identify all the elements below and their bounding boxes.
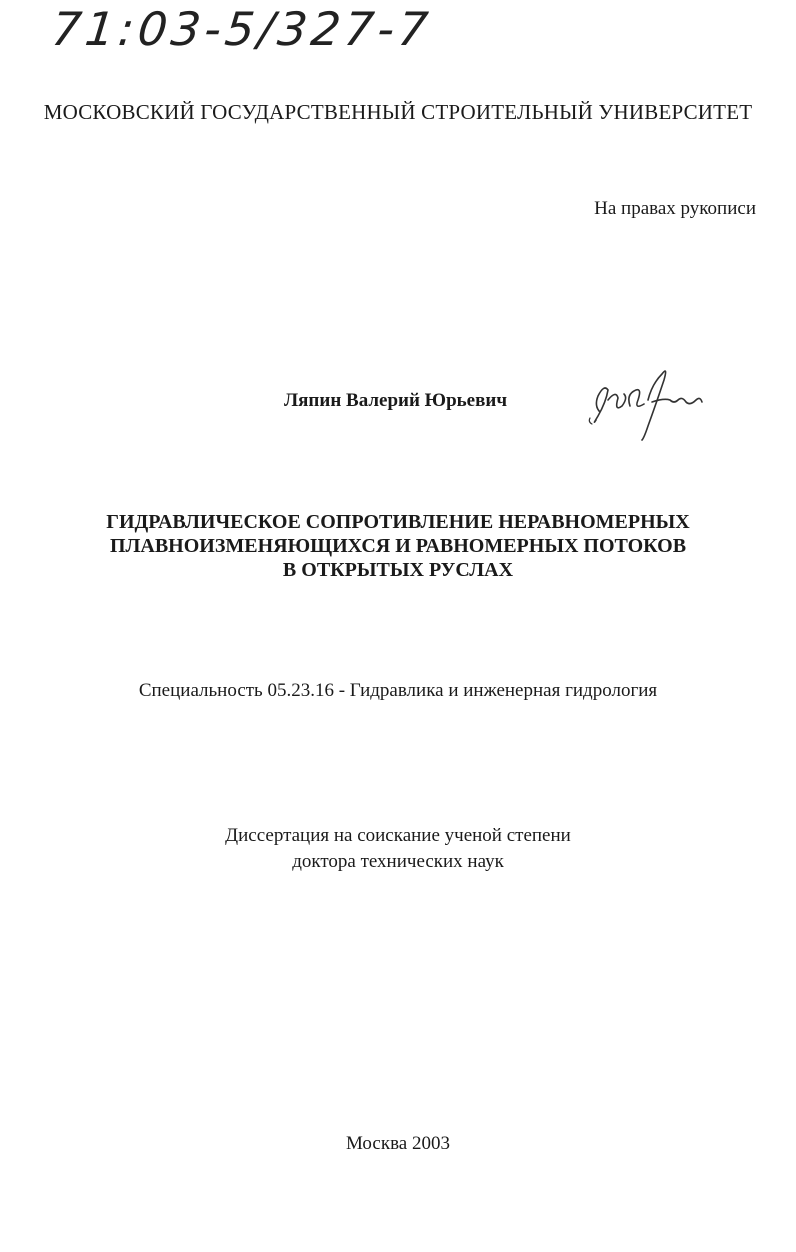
degree-line: доктора технических наук	[292, 851, 504, 872]
title-line: ПЛАВНОИЗМЕНЯЮЩИХСЯ И РАВНОМЕРНЫХ ПОТОКОВ	[109, 535, 687, 557]
degree-line: Диссертация на соискание ученой степени	[225, 825, 571, 846]
catalog-number: 71:03-5/327-7	[49, 2, 435, 56]
title-line: ГИДРАВЛИЧЕСКОЕ СОПРОТИВЛЕНИЕ НЕРАВНОМЕРНЫХ	[106, 511, 690, 533]
specialty: Специальность 05.23.16 - Гидравлика и инженерная гидрология	[138, 680, 658, 701]
dissertation-title	[0, 510, 796, 582]
signature-icon	[578, 360, 708, 442]
dissertation-degree	[0, 823, 796, 875]
university-name: МОСКОВСКИЙ ГОСУДАРСТВЕННЫЙ СТРОИТЕЛЬНЫЙ УНИВЕРСИТЕТ	[43, 100, 753, 124]
title-line: В ОТКРЫТЫХ РУСЛАХ	[282, 559, 514, 581]
city-year: Москва 2003	[346, 1133, 450, 1154]
rights-note: На правах рукописи	[594, 198, 756, 219]
author-name: Ляпин Валерий Юрьевич	[284, 390, 508, 411]
